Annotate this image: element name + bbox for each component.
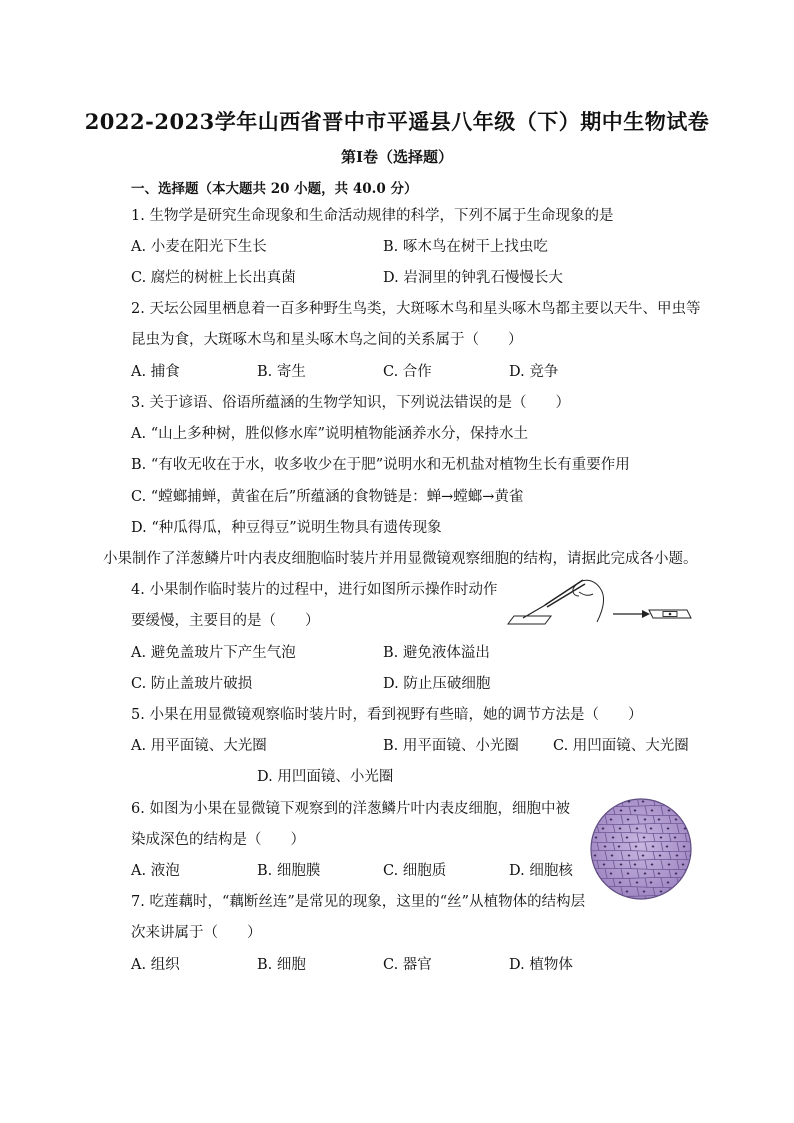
cell-nucleus [675, 873, 678, 875]
cell-nucleus [691, 837, 693, 839]
page-title: 2022-2023学年山西省晋中市平遥县八年级（下）期中生物试卷 [84, 109, 710, 134]
cell-nucleus [596, 819, 599, 821]
q7-stem-line2: 次来讲属于（ ） [131, 925, 262, 941]
coverslip-operation-figure [505, 574, 695, 630]
cell-wall-col [605, 797, 607, 806]
q3-option-d: D. “种瓜得瓜，种豆得豆”说明生物具有遗传现象 [131, 520, 442, 536]
cell-nucleus [666, 846, 669, 848]
cell-wall-col [661, 896, 663, 901]
cell-nucleus [634, 864, 637, 866]
q6-option-d: D. 细胞核 [509, 863, 573, 879]
cell-nucleus [602, 828, 605, 830]
cell-nucleus [692, 873, 693, 875]
q4-option-b: B. 避免液体溢出 [383, 645, 490, 661]
cell-nucleus [589, 882, 590, 884]
onion-cells-micrograph [589, 797, 693, 901]
q2-option-d: D. 竞争 [509, 364, 559, 380]
cell-nucleus [674, 837, 677, 839]
cell-nucleus [610, 819, 613, 821]
cell-nucleus [651, 810, 654, 812]
q6-option-c: C. 细胞质 [383, 863, 447, 879]
cell-nucleus [652, 900, 655, 902]
cell-nucleus [627, 819, 630, 821]
q2-option-b: B. 寄生 [257, 364, 306, 380]
cell-nucleus [659, 855, 662, 857]
cell-nucleus [626, 891, 629, 893]
cell-nucleus [619, 882, 622, 884]
q4-option-c: C. 防止盖玻片破损 [131, 676, 253, 692]
cell-nucleus [619, 828, 622, 830]
cell-nucleus [691, 891, 693, 893]
cell-nucleus [683, 900, 686, 902]
q4-option-d: D. 防止压破细胞 [383, 676, 491, 692]
cell-nucleus [682, 810, 685, 812]
cell-nucleus [682, 864, 685, 866]
q3-option-b: B. “有收无收在于水，收多收少在于肥”说明水和无机盐对植物生长有重要作用 [131, 457, 630, 473]
q3-option-a: A. “山上多种树，胜似修水库”说明植物能涵养水分，保持水土 [131, 426, 529, 442]
cell-nucleus [620, 864, 623, 866]
cell-nucleus [675, 819, 678, 821]
cell-nucleus [610, 873, 613, 875]
cell-wall-col [597, 896, 599, 901]
q2-stem-line1: 2. 天坛公园里栖息着一百多种野生鸟类，大斑啄木鸟和星头啄木鸟都主要以天牛、甲虫等 [131, 301, 701, 317]
cell-nucleus [684, 828, 687, 830]
q7-option-a: A. 组织 [131, 957, 180, 973]
cell-nucleus [635, 900, 638, 902]
cell-nucleus [589, 828, 590, 830]
q2-stem-line2: 昆虫为食，大斑啄木鸟和星头啄木鸟之间的关系属于（ ） [131, 332, 523, 348]
cell-nucleus [668, 864, 671, 866]
cell-wall-col [613, 896, 615, 901]
cell-wall-col [677, 806, 679, 815]
page-subtitle: 第Ⅰ卷（选择题） [340, 148, 454, 166]
cell-nucleus [666, 900, 669, 902]
cell-nucleus [642, 801, 645, 803]
q4-option-a: A. 避免盖玻片下产生气泡 [131, 645, 296, 661]
cell-wall-col [597, 806, 599, 815]
cell-nucleus [650, 828, 653, 830]
cell-nucleus [627, 873, 630, 875]
cell-nucleus [658, 873, 661, 875]
q6-stem-line2: 染成深色的结构是（ ） [131, 832, 305, 848]
cell-nucleus [667, 882, 670, 884]
q3-option-c: C. “螳螂捕蝉，黄雀在后”所蕴涵的食物链是：蝉→螳螂→黄雀 [131, 489, 524, 505]
cell-nucleus [690, 801, 693, 803]
cell-wall-row [589, 797, 693, 798]
cell-nucleus [620, 810, 623, 812]
cell-wall-col [605, 887, 607, 896]
q4-stem-line2: 要缓慢，主要目的是（ ） [131, 613, 320, 629]
q5-option-c: C. 用凹面镜、大光圈 [553, 738, 689, 754]
cell-nucleus [628, 855, 631, 857]
cell-nucleus [674, 891, 677, 893]
cell-nucleus [618, 900, 621, 902]
q2-option-c: C. 合作 [383, 364, 432, 380]
cell-nucleus [611, 855, 614, 857]
cell-nucleus [618, 846, 621, 848]
q2-option-a: A. 捕食 [131, 364, 180, 380]
q6-option-a: A. 液泡 [131, 863, 180, 879]
q1-option-d: D. 岩洞里的钟乳石慢慢长大 [383, 270, 563, 286]
q6-option-b: B. 细胞膜 [257, 863, 321, 879]
cell-nucleus [668, 810, 671, 812]
cell-nucleus [635, 846, 638, 848]
cell-nucleus [634, 810, 637, 812]
cell-wall-col [685, 815, 687, 824]
cell-wall-col [589, 887, 591, 896]
cell-nucleus [676, 855, 679, 857]
cell-nucleus [594, 801, 597, 803]
q1-stem: 1. 生物学是研究生命现象和生命活动规律的科学，下列不属于生命现象的是 [131, 208, 614, 224]
cell-nucleus [660, 837, 663, 839]
cell-wall-col [589, 797, 591, 806]
q5-option-b: B. 用平面镜、小光圈 [383, 738, 519, 754]
cell-nucleus [684, 882, 687, 884]
cell-nucleus [628, 801, 631, 803]
cell-nucleus [595, 837, 598, 839]
q7-option-b: B. 细胞 [257, 957, 306, 973]
cell-wall-col [589, 815, 591, 824]
group-intro: 小果制作了洋葱鳞片叶内表皮细胞临时装片并用显微镜观察细胞的结构，请据此完成各小题。 [103, 551, 698, 567]
cell-nucleus [611, 801, 614, 803]
q7-stem-line1: 7. 吃莲藕时，“藕断丝连”是常见的现象，这里的“丝”从植物体的结构层 [131, 894, 586, 910]
cell-nucleus [604, 846, 607, 848]
cell-nucleus [658, 819, 661, 821]
cell-nucleus [676, 801, 679, 803]
q5-option-d: D. 用凹面镜、小光圈 [257, 769, 394, 785]
cell-wall-col [669, 797, 671, 806]
q5-option-a: A. 用平面镜、大光圈 [131, 738, 267, 754]
q6-stem-line1: 6. 如图为小果在显微镜下观察到的洋葱鳞片叶内表皮细胞，细胞中被 [131, 801, 570, 817]
cell-nucleus [594, 855, 597, 857]
cell-wall-col [685, 797, 687, 806]
cell-nucleus [644, 819, 647, 821]
cell-wall-col [589, 869, 591, 878]
cell-nucleus [692, 819, 693, 821]
cell-nucleus [650, 882, 653, 884]
cell-nucleus [667, 828, 670, 830]
q4-stem-line1: 4. 小果制作临时装片的过程中，进行如图所示操作时动作 [131, 582, 498, 598]
q7-option-d: D. 植物体 [509, 957, 573, 973]
q3-stem: 3. 关于谚语、俗语所蕴涵的生物学知识，下列说法错误的是（ ） [131, 395, 570, 411]
cell-nucleus [643, 837, 646, 839]
cell-nucleus [660, 891, 663, 893]
q5-stem: 5. 小果在用显微镜观察临时装片时，看到视野有些暗，她的调节方法是（ ） [131, 707, 643, 723]
cell-nucleus [642, 855, 645, 857]
cell-nucleus [595, 891, 598, 893]
section-heading: 一、选择题（本大题共 20 小题，共 40.0 分） [131, 181, 418, 197]
cell-nucleus [683, 846, 686, 848]
cell-wall-col [597, 878, 599, 887]
cell-nucleus [603, 864, 606, 866]
cell-nucleus [603, 810, 606, 812]
q7-option-c: C. 器官 [383, 957, 432, 973]
cell-wall-col [677, 896, 679, 901]
q1-option-b: B. 啄木鸟在树干上找虫吃 [383, 239, 548, 255]
cell-nucleus [636, 828, 639, 830]
cell-nucleus [626, 837, 629, 839]
cell-wall-col [685, 887, 687, 896]
cell-nucleus [644, 873, 647, 875]
q1-option-c: C. 腐烂的树桩上长出真菌 [131, 270, 296, 286]
cell-wall-col [589, 833, 591, 842]
cell-nucleus [643, 891, 646, 893]
cell-nucleus [652, 846, 655, 848]
q1-option-a: A. 小麦在阳光下生长 [131, 239, 267, 255]
cell-nucleus [651, 864, 654, 866]
cell-nucleus [612, 837, 615, 839]
cell-nucleus [604, 900, 607, 902]
cell-nucleus [636, 882, 639, 884]
